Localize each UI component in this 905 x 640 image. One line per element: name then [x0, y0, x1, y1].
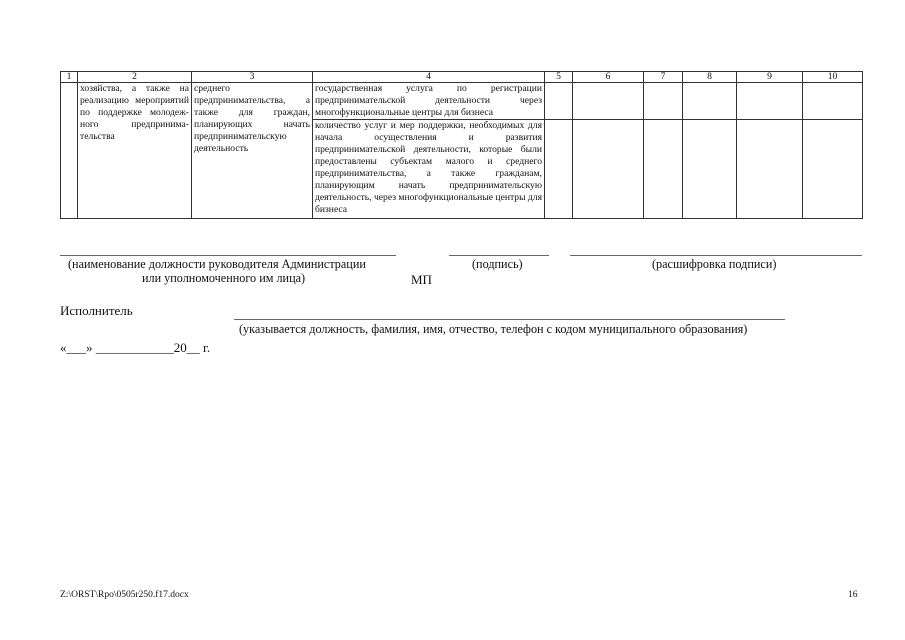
column-header: 8	[683, 72, 737, 83]
table-row	[61, 83, 863, 120]
table-cell	[545, 83, 573, 120]
table-cell	[683, 120, 737, 219]
executor-caption: (указывается должность, фамилия, имя, отчество, телефон с кодом муниципального образования)	[239, 322, 748, 336]
table-header-row	[61, 72, 863, 83]
footer-file-path: Z:\ORST\Rpo\0505r250.f17.docx	[60, 590, 189, 600]
table-cell	[644, 120, 683, 219]
decoding-line	[570, 255, 862, 256]
date-day-blank: ___	[66, 340, 86, 355]
date-year-prefix: 20	[173, 340, 187, 355]
column-header: 3	[192, 72, 313, 83]
signature-line	[449, 255, 549, 256]
table-cell	[61, 83, 78, 219]
column-header: 9	[737, 72, 803, 83]
table-cell	[573, 120, 644, 219]
position-caption-line2: или уполномоченного им лица)	[142, 271, 306, 285]
executor-label: Исполнитель	[60, 303, 133, 318]
program-description-cell: хозяйства, а также на реализацию мероприятий по поддержке молодеж-ного предпринима-тельства	[78, 83, 192, 219]
table-cell	[737, 120, 803, 219]
table-cell	[573, 83, 644, 120]
column-header: 4	[313, 72, 545, 83]
position-caption-line1: (наименование должности руководителя Администрации	[68, 257, 366, 271]
indicator-cell: государственная услуга по регистрации предпринимательской деятельности через многофункциональные центры для бизнеса	[313, 83, 545, 120]
date-year-blank: __	[186, 340, 200, 355]
column-header: 2	[78, 72, 192, 83]
indicators-table	[60, 71, 863, 219]
executor-line	[234, 319, 785, 320]
column-header: 5	[545, 72, 573, 83]
indicator-cell: количество услуг и мер поддержки, необходимых для начала осуществления и развития предпринимательской деятельности, которые были предоставлены субъектам малого и среднего предпринимательства, а также гражданам, планирующим начать предпринимательскую деятельность, через многофункциональные центры для бизнеса	[313, 120, 545, 219]
table-cell	[803, 120, 863, 219]
date-line	[60, 340, 210, 356]
table-cell	[545, 120, 573, 219]
column-header: 1	[61, 72, 78, 83]
date-close-quote: »	[86, 340, 93, 355]
table-cell	[644, 83, 683, 120]
date-year-suffix: г.	[203, 340, 211, 355]
table-cell	[737, 83, 803, 120]
column-header: 7	[644, 72, 683, 83]
table-cell	[683, 83, 737, 120]
column-header: 10	[803, 72, 863, 83]
table-cell	[803, 83, 863, 120]
target-group-cell: среднего предпринимательства, а также для граждан, планирующих начать предпринимательскую деятельность	[192, 83, 313, 219]
footer-page-number: 16	[848, 590, 858, 600]
position-signature-line	[60, 255, 396, 256]
column-header: 6	[573, 72, 644, 83]
decoding-caption: (расшифровка подписи)	[652, 257, 777, 271]
signature-caption: (подпись)	[472, 257, 523, 271]
date-month-blank: ____________	[95, 340, 174, 355]
date-open-quote: «	[60, 340, 67, 355]
stamp-label: МП	[411, 272, 432, 287]
